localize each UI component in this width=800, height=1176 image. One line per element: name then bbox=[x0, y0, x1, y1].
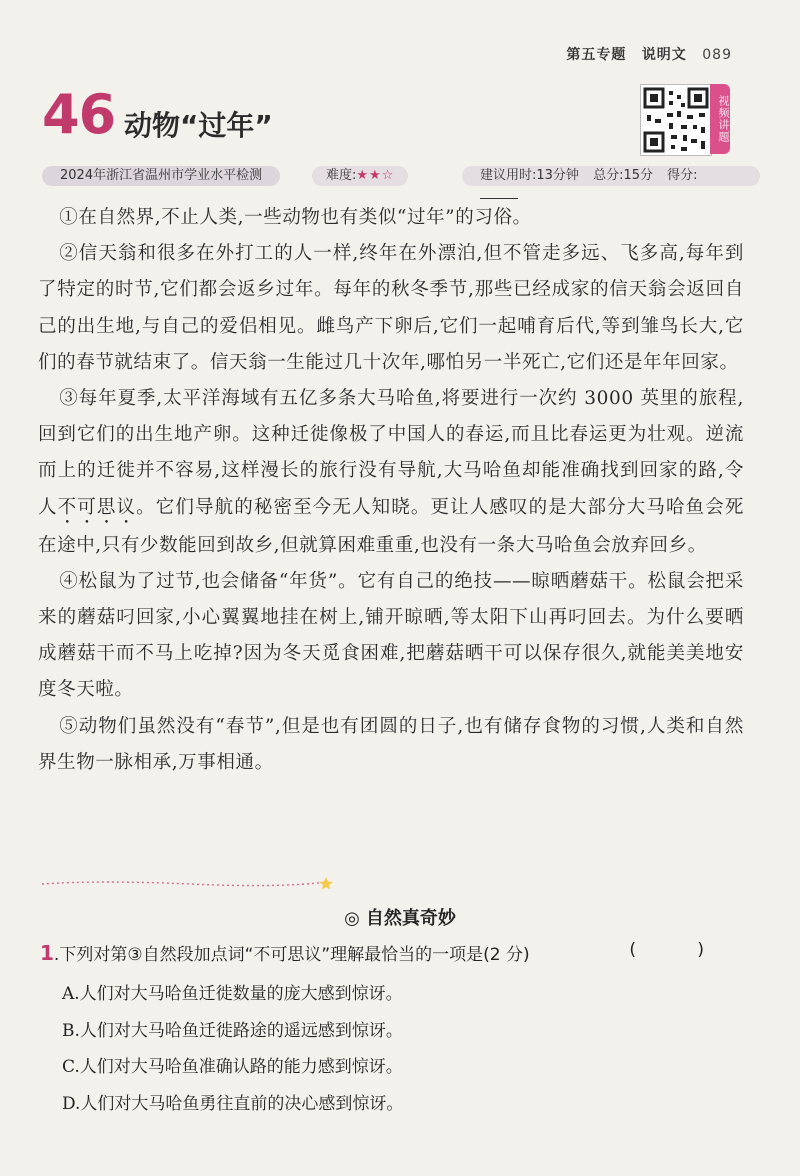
paragraph-2: ②信天翁和很多在外打工的人一样,终年在外漂泊,但不管走多远、飞多高,每年到了特定的时节,它们都会返乡过年。每年的秋冬季节,那些已经成家的信天翁会返回自己的出生地,与自己的爱侣相见。雌鸟产下卵后,它们一起哺育后代,等到雏鸟长大,它们的春节就结束了。信天翁一生能过几十次年,哪怕另一半死亡,它们还是年年回家。 bbox=[38, 243, 744, 373]
section-mark-icon: ◎ bbox=[344, 908, 360, 929]
dotted-divider bbox=[40, 876, 336, 890]
paragraph-3-part-2: 。它们导航的秘密至今无人知晓。更让人感叹的是大部分大马哈鱼会死在途中,只有少数能回到故乡,但就算困难重重,也没有一条大马哈鱼会放弃回乡。 bbox=[38, 496, 745, 556]
paragraph-1: ①在自然界,不止人类,一些动物也有类似“过年”的习俗。 bbox=[59, 207, 532, 228]
video-explain-tag[interactable]: 视频讲题 bbox=[710, 84, 730, 154]
genre-label: 说明文 bbox=[641, 47, 687, 63]
option-c[interactable]: C.人们对大马哈鱼准确认路的能力感到惊讶。 bbox=[62, 1057, 403, 1077]
passage bbox=[38, 200, 744, 781]
running-head bbox=[556, 44, 732, 64]
question-text: .下列对第③自然段加点词“不可思议”理解最恰当的一项是(2 分) bbox=[53, 945, 530, 965]
section-title bbox=[0, 904, 800, 930]
source-label: 2024年浙江省温州市学业水平检测 bbox=[42, 166, 280, 186]
option-d[interactable]: D.人们对大马哈鱼勇往直前的决心感到惊讶。 bbox=[62, 1093, 404, 1114]
paragraph-3-part-1: ③每年夏季,太平洋海域有五亿多条大马哈鱼,将要进行一次约 3000 英里的旅程,回到它们的出生地产卵。这种迁徙像极了中国人的春运,而且比春运更为壮观。逆流而上的迁徙并不容易,这样漫长的旅行没有导航,大马哈鱼却能准确找到回家的路,令人 bbox=[38, 388, 744, 518]
total-score: 总分:15分 bbox=[593, 168, 654, 183]
score-label: 得分: bbox=[667, 168, 698, 183]
paragraph-4: ④松鼠为了过节,也会储备“年货”。它有自己的绝技——晾晒蘑菇干。松鼠会把采来的蘑菇叼回家,小心翼翼地挂在树上,铺开晾晒,等太阳下山再叼回去。为什么要晒成蘑菇干而不马上吃掉?因为冬天觅食困难,把蘑菇晒干可以保存很久,就能美美地安度冬天啦。 bbox=[38, 570, 744, 701]
star-icon bbox=[319, 877, 333, 890]
page-number: 089 bbox=[702, 47, 732, 63]
time-score-box bbox=[462, 166, 760, 186]
lesson-number: 46 bbox=[42, 83, 116, 146]
lesson-title: 动物“过年” bbox=[124, 109, 273, 142]
paragraph-3 bbox=[38, 381, 744, 564]
section-title-text: 自然真奇妙 bbox=[365, 908, 456, 929]
info-bar bbox=[42, 166, 742, 186]
question-1-options bbox=[62, 976, 742, 1122]
difficulty bbox=[312, 166, 408, 186]
answer-blank[interactable]: ( ) bbox=[629, 940, 732, 960]
qr-code-icon[interactable] bbox=[640, 84, 712, 156]
option-a[interactable]: A.人们对大马哈鱼迁徙数量的庞大感到惊讶。 bbox=[62, 984, 403, 1004]
suggested-time: 建议用时:13分钟 bbox=[480, 168, 579, 183]
paragraph-5: ⑤动物们虽然没有“春节”,但是也有团圆的日子,也有储存食物的习惯,人类和自然界生物一脉相承,万事相通。 bbox=[38, 715, 744, 773]
chapter-label: 第五专题 bbox=[566, 47, 627, 63]
question-1 bbox=[40, 940, 740, 965]
difficulty-stars: ★★☆ bbox=[356, 168, 395, 183]
question-number: 1 bbox=[40, 941, 54, 965]
difficulty-label: 难度: bbox=[326, 168, 357, 183]
option-b[interactable]: B.人们对大马哈鱼迁徙路途的遥远感到惊讶。 bbox=[62, 1020, 403, 1041]
dotted-word: 不可思议 bbox=[57, 496, 137, 518]
score-blank[interactable] bbox=[480, 186, 518, 199]
